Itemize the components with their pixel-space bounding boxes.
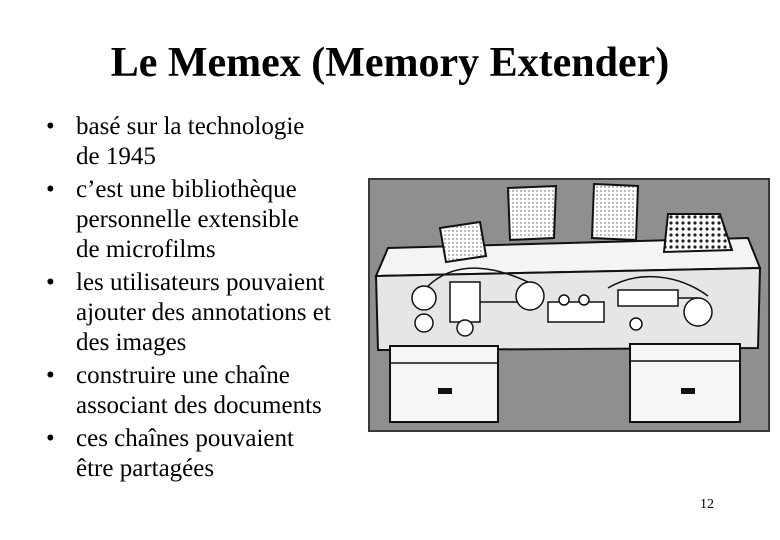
bullet-symbol: •: [46, 269, 55, 296]
bullet-line: les utilisateurs pouvaient: [76, 269, 325, 296]
bullet-line: basé sur la technologie: [76, 113, 305, 140]
page-number: 12: [700, 497, 714, 512]
bullet-line: être partagées: [76, 455, 215, 482]
memex-illustration: [368, 178, 770, 432]
bullet-symbol: •: [46, 176, 55, 203]
bullet-symbol: •: [46, 362, 55, 389]
bullet-item: [46, 361, 376, 421]
keyboard-grid: [664, 214, 732, 252]
bullet-line: c’est une bibliothèque: [76, 176, 297, 203]
drawer-handle-left: [438, 388, 452, 394]
bullet-line: construire une chaîne: [76, 362, 290, 389]
slide-title: Le Memex (Memory Extender): [110, 40, 670, 86]
bullet-line: de microfilms: [76, 236, 216, 263]
bullet-line: des images: [76, 329, 187, 356]
bullet-item: [46, 112, 376, 172]
drawer-handle-right: [681, 388, 695, 394]
bullet-item: [46, 268, 376, 358]
bullet-line: associant des documents: [76, 392, 322, 419]
bullet-symbol: •: [46, 113, 55, 140]
bullet-item: [46, 424, 376, 484]
bullet-list: [46, 112, 376, 487]
bullet-line: personnelle extensible: [76, 206, 299, 233]
screen-left: [508, 186, 556, 240]
bullet-line: ces chaînes pouvaient: [76, 425, 294, 452]
bullet-line: ajouter des annotations et: [76, 299, 331, 326]
left-drawer-block: [390, 346, 498, 422]
tilted-panel: [440, 222, 486, 262]
bullet-item: [46, 175, 376, 265]
right-drawer-block: [630, 344, 740, 422]
bullet-symbol: •: [46, 425, 55, 452]
screen-right: [592, 184, 638, 240]
bullet-line: de 1945: [76, 143, 156, 170]
